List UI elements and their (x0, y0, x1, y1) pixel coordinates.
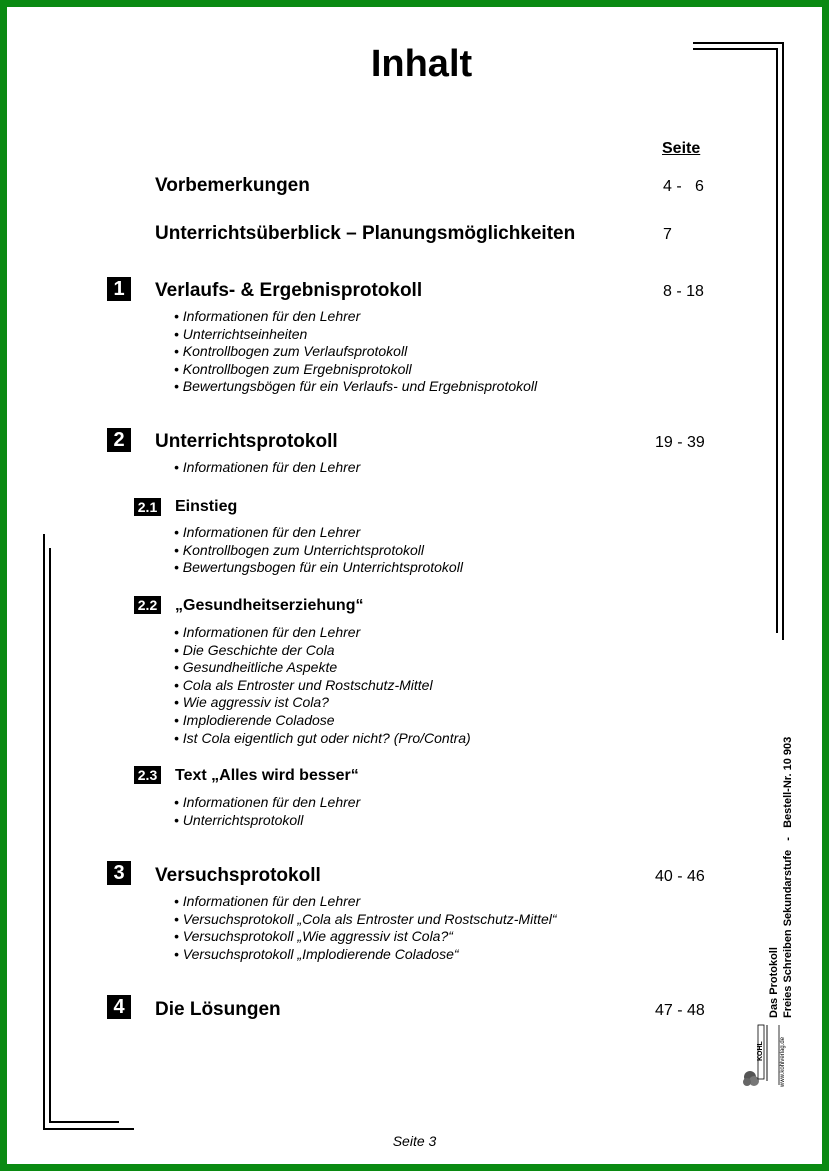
frame-line (49, 1121, 119, 1123)
toc-section-pages: 40 - 46 (655, 868, 705, 885)
toc-section-pages: 8 - 18 (663, 283, 704, 300)
toc-page-ueberblick: 7 (663, 226, 672, 243)
list-item: • Informationen für den Lehrer (174, 308, 361, 324)
toc-bullet-list (174, 794, 360, 829)
list-item: • Implodierende Coladose (174, 711, 335, 728)
sidebar-line-title: Das Protokoll (768, 947, 780, 1018)
toc-bullet-list (174, 459, 360, 477)
list-item: • Ist Cola eigentlich gut oder nicht? (Pro/Contra) (174, 729, 471, 746)
section-number-badge: 1 (107, 277, 131, 301)
section-number-badge: 4 (107, 995, 131, 1019)
list-item: • Versuchsprotokoll „Implodierende Coladose“ (174, 945, 459, 962)
list-item: • Informationen für den Lehrer (174, 794, 361, 810)
publisher-url: www.kohlverlag.de (780, 1036, 786, 1087)
list-item: • Bewertungsbogen für ein Unterrichtsprotokoll (174, 559, 463, 576)
list-item: • Cola als Entroster und Rostschutz-Mittel (174, 676, 433, 693)
page-column-header: Seite (662, 140, 701, 157)
toc-page-vorbemerkungen: 4 - 6 (663, 178, 704, 195)
toc-section-title: Versuchsprotokoll (155, 865, 321, 886)
toc-section-pages: 19 - 39 (655, 434, 705, 451)
publisher-logo (742, 1021, 786, 1089)
sidebar-line-info: Freies Schreiben Sekundarstufe - Bestell-Nr. 10 903 (782, 736, 794, 1018)
toc-bullet-list (174, 524, 463, 577)
toc-section-pages: 47 - 48 (655, 1002, 705, 1019)
list-item: • Unterrichtseinheiten (174, 325, 308, 342)
list-item: • Die Geschichte der Cola (174, 641, 335, 658)
logo-wordmark: KOHL (757, 1041, 764, 1061)
list-item: • Gesundheitliche Aspekte (174, 659, 338, 676)
subsection-number-badge: 2.2 (134, 596, 161, 614)
toc-section-title: Verlaufs- & Ergebnisprotokoll (155, 280, 423, 301)
toc-subsection-title: Text „Alles wird besser“ (175, 767, 359, 784)
frame-line (782, 42, 784, 640)
list-item: • Unterrichtsprotokoll (174, 811, 304, 828)
subsection-number-badge: 2.1 (134, 498, 161, 516)
frame-line (49, 548, 51, 1122)
frame-line (43, 534, 45, 1130)
list-item: • Informationen für den Lehrer (174, 524, 361, 540)
toc-bullet-list (174, 893, 557, 963)
frame-line (43, 1128, 134, 1130)
list-item: • Kontrollbogen zum Ergebnisprotokoll (174, 360, 412, 377)
list-item: • Bewertungsbögen für ein Verlaufs- und Ergebnisprotokoll (174, 378, 538, 395)
toc-section-title: Unterrichtsprotokoll (155, 431, 338, 452)
list-item: • Wie aggressiv ist Cola? (174, 694, 329, 711)
section-number-badge: 2 (107, 428, 131, 452)
frame-line (776, 48, 778, 633)
list-item: • Informationen für den Lehrer (174, 893, 361, 909)
list-item: • Kontrollbogen zum Unterrichtsprotokoll (174, 541, 425, 558)
toc-subsection-title: Einstieg (175, 498, 238, 515)
page-title: Inhalt (370, 43, 473, 85)
list-item: • Kontrollbogen zum Verlaufsprotokoll (174, 343, 408, 360)
toc-entry-vorbemerkungen: Vorbemerkungen (155, 175, 310, 196)
list-item: • Informationen für den Lehrer (174, 624, 361, 640)
list-item: • Versuchsprotokoll „Wie aggressiv ist Cola?“ (174, 928, 453, 945)
toc-subsection-title: „Gesundheitserziehung“ (175, 597, 364, 614)
toc-entry-ueberblick: Unterrichtsüberblick – Planungsmöglichkeiten (155, 223, 576, 244)
toc-bullet-list (174, 624, 471, 747)
list-item: • Versuchsprotokoll „Cola als Entroster und Rostschutz-Mittel“ (174, 910, 557, 927)
toc-section-title: Die Lösungen (155, 999, 281, 1020)
page-footer: Seite 3 (392, 1133, 437, 1149)
section-number-badge: 3 (107, 861, 131, 885)
subsection-number-badge: 2.3 (134, 766, 161, 784)
list-item: • Informationen für den Lehrer (174, 459, 361, 475)
toc-bullet-list (174, 308, 537, 396)
publisher-sidebar-text (767, 737, 795, 1018)
